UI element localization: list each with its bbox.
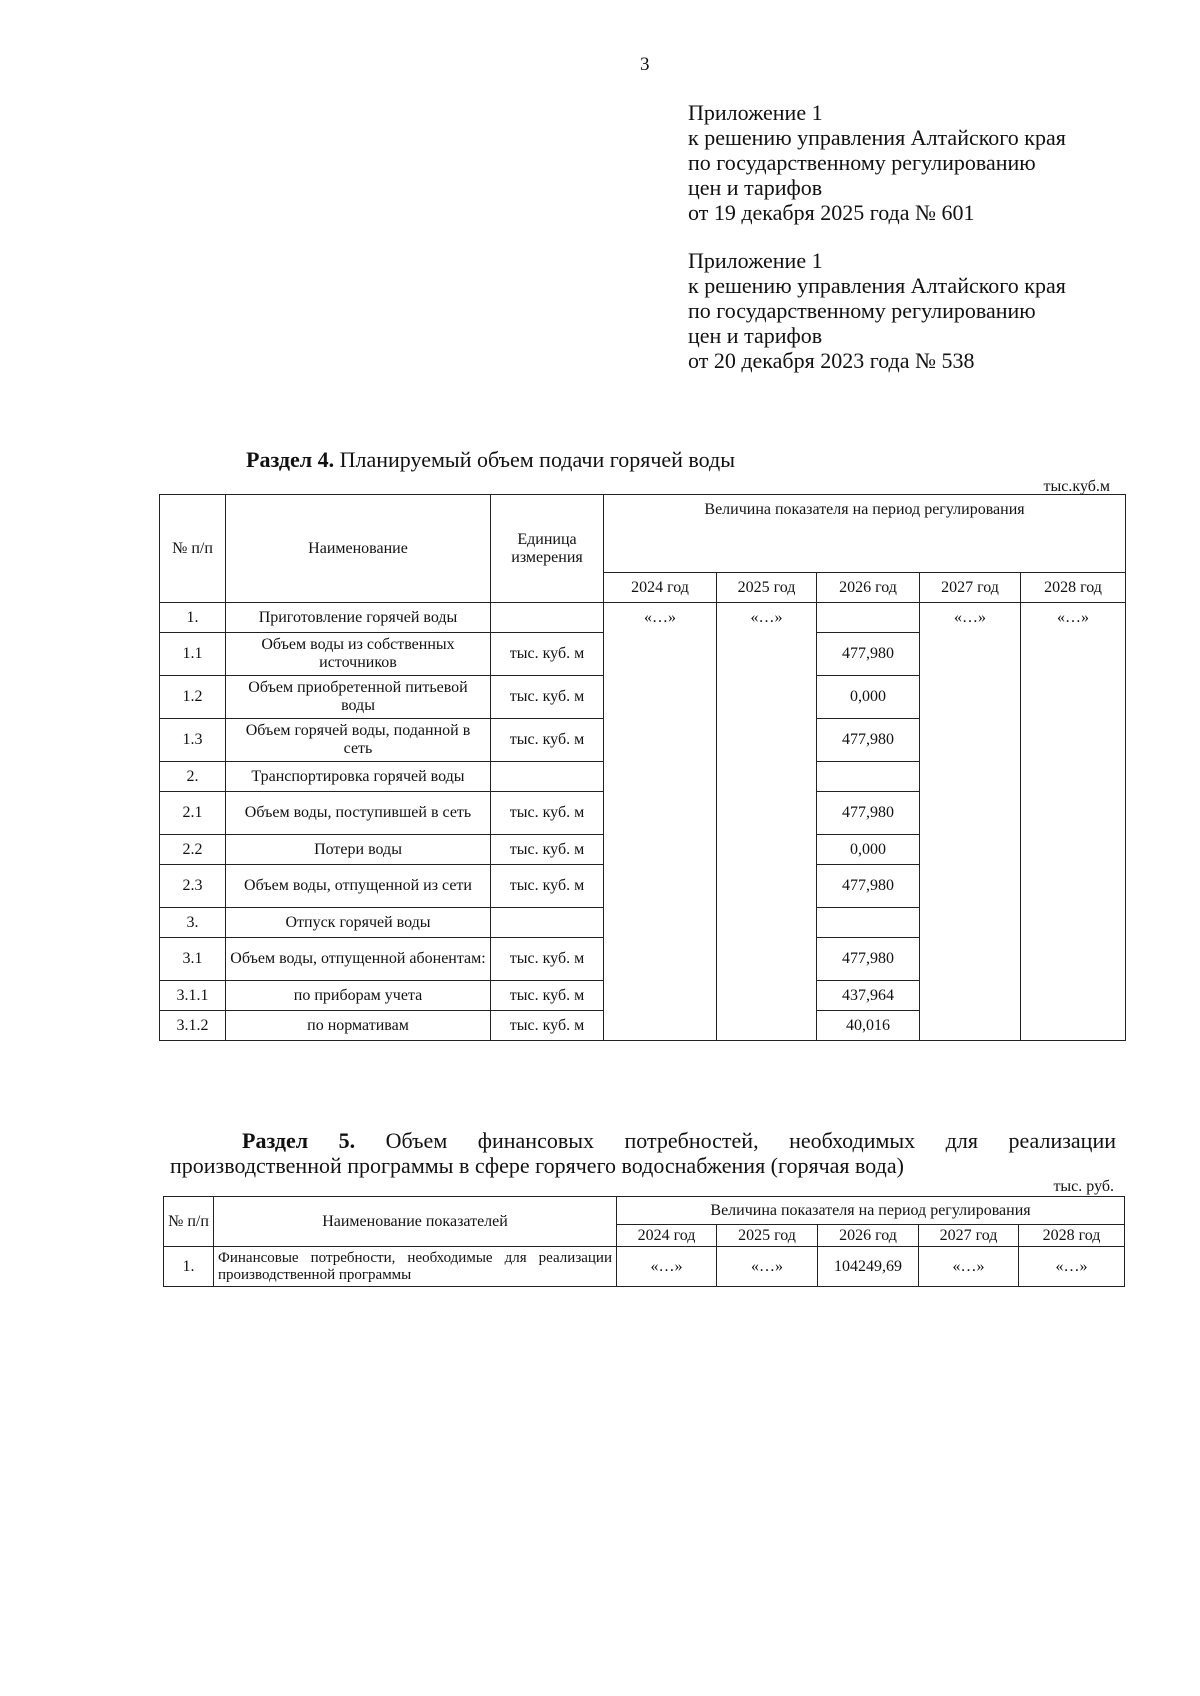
row-unit: тыс. куб. м <box>491 1011 604 1041</box>
row-name: Объем воды, поступившей в сеть <box>226 792 491 835</box>
value-2026 <box>817 603 920 633</box>
value-2026: 104249,69 <box>818 1247 919 1287</box>
section5-title-line1: Объем финансовых потребностей, необходимых для реализации <box>385 1128 1116 1153</box>
header-year: 2024 год <box>604 573 717 603</box>
row-name: Потери воды <box>226 835 491 865</box>
row-unit: тыс. куб. м <box>491 719 604 762</box>
appendix-line: по государственному регулированию <box>688 298 1036 323</box>
appendix-line: к решению управления Алтайского края <box>688 125 1066 150</box>
table-row <box>160 603 1126 633</box>
row-num: 1.3 <box>160 719 226 762</box>
appendix-line: по государственному регулированию <box>688 150 1036 175</box>
header-year: 2025 год <box>717 573 817 603</box>
value-2024: «…» <box>604 603 717 1041</box>
value-2028: «…» <box>1021 603 1126 1041</box>
hot-water-volume-table <box>159 494 1126 1041</box>
value-2025: «…» <box>717 603 817 1041</box>
value-2025: «…» <box>717 1247 818 1287</box>
header-name: Наименование <box>226 495 491 603</box>
section5-title-line2: производственной программы в сфере горячего водоснабжения (горячая вода) <box>170 1153 904 1178</box>
row-name: Приготовление горячей воды <box>226 603 491 633</box>
row-unit: тыс. куб. м <box>491 981 604 1011</box>
appendix-header-old <box>688 248 1066 373</box>
row-name: по приборам учета <box>226 981 491 1011</box>
appendix-title: Приложение 1 <box>688 248 823 273</box>
row-name: Финансовые потребности, необходимые для реализации производственной программы <box>214 1247 617 1287</box>
row-name: Объем воды, отпущенной абонентам: <box>226 938 491 981</box>
row-name: по нормативам <box>226 1011 491 1041</box>
value-2026: 0,000 <box>817 676 920 719</box>
header-year: 2026 год <box>817 573 920 603</box>
value-2026: 477,980 <box>817 938 920 981</box>
row-unit: тыс. куб. м <box>491 938 604 981</box>
section4-title <box>246 447 735 473</box>
appendix-line: цен и тарифов <box>688 175 823 200</box>
row-unit: тыс. куб. м <box>491 865 604 908</box>
value-2026: 477,980 <box>817 719 920 762</box>
value-2026: 477,980 <box>817 633 920 676</box>
section4-title-text: Планируемый объем подачи горячей воды <box>339 447 736 472</box>
value-2026: 0,000 <box>817 835 920 865</box>
row-name: Объем приобретенной питьевой воды <box>226 676 491 719</box>
row-name: Отпуск горячей воды <box>226 908 491 938</box>
header-year: 2025 год <box>717 1225 818 1247</box>
header-year: 2028 год <box>1021 573 1126 603</box>
header-name: Наименование показателей <box>214 1197 617 1247</box>
section5-unit: тыс. руб. <box>1053 1178 1114 1195</box>
section5-label: Раздел 5. <box>242 1128 356 1153</box>
row-num: 3. <box>160 908 226 938</box>
row-num: 3.1 <box>160 938 226 981</box>
table-row <box>164 1247 1125 1287</box>
row-unit: тыс. куб. м <box>491 676 604 719</box>
row-unit <box>491 603 604 633</box>
row-unit <box>491 762 604 792</box>
header-num: № п/п <box>164 1197 214 1247</box>
row-num: 1. <box>160 603 226 633</box>
header-year: 2027 год <box>919 1225 1019 1247</box>
row-unit <box>491 908 604 938</box>
value-2028: «…» <box>1019 1247 1125 1287</box>
section4-unit: тыс.куб.м <box>1043 478 1110 495</box>
row-num: 3.1.1 <box>160 981 226 1011</box>
row-unit: тыс. куб. м <box>491 633 604 676</box>
header-period: Величина показателя на период регулирования <box>604 495 1126 573</box>
value-2026: 40,016 <box>817 1011 920 1041</box>
value-2026 <box>817 908 920 938</box>
appendix-date: от 19 декабря 2025 года № 601 <box>688 200 975 225</box>
row-num: 2. <box>160 762 226 792</box>
row-num: 2.3 <box>160 865 226 908</box>
header-period: Величина показателя на период регулирования <box>617 1197 1125 1225</box>
value-2026 <box>817 762 920 792</box>
page-number: 3 <box>640 54 650 75</box>
section4-label: Раздел 4. <box>246 447 335 472</box>
appendix-title: Приложение 1 <box>688 100 823 125</box>
value-2024: «…» <box>617 1247 717 1287</box>
row-name: Объем воды, отпущенной из сети <box>226 865 491 908</box>
appendix-line: цен и тарифов <box>688 323 823 348</box>
header-num: № п/п <box>160 495 226 603</box>
value-2026: 437,964 <box>817 981 920 1011</box>
header-year: 2027 год <box>920 573 1021 603</box>
section5-title <box>170 1128 1116 1178</box>
row-num: 2.2 <box>160 835 226 865</box>
row-num: 1.2 <box>160 676 226 719</box>
row-name: Объем воды из собственных источников <box>226 633 491 676</box>
appendix-header-new <box>688 100 1066 225</box>
header-unit: Единица измерения <box>491 495 604 603</box>
value-2027: «…» <box>920 603 1021 1041</box>
value-2026: 477,980 <box>817 865 920 908</box>
appendix-date: от 20 декабря 2023 года № 538 <box>688 348 975 373</box>
row-unit: тыс. куб. м <box>491 835 604 865</box>
row-name: Транспортировка горячей воды <box>226 762 491 792</box>
header-year: 2026 год <box>818 1225 919 1247</box>
value-2027: «…» <box>919 1247 1019 1287</box>
row-name: Объем горячей воды, поданной в сеть <box>226 719 491 762</box>
row-num: 1.1 <box>160 633 226 676</box>
row-num: 2.1 <box>160 792 226 835</box>
row-unit: тыс. куб. м <box>491 792 604 835</box>
appendix-line: к решению управления Алтайского края <box>688 273 1066 298</box>
header-year: 2024 год <box>617 1225 717 1247</box>
financial-needs-table <box>163 1196 1125 1287</box>
value-2026: 477,980 <box>817 792 920 835</box>
row-num: 3.1.2 <box>160 1011 226 1041</box>
row-num: 1. <box>164 1247 214 1287</box>
header-year: 2028 год <box>1019 1225 1125 1247</box>
